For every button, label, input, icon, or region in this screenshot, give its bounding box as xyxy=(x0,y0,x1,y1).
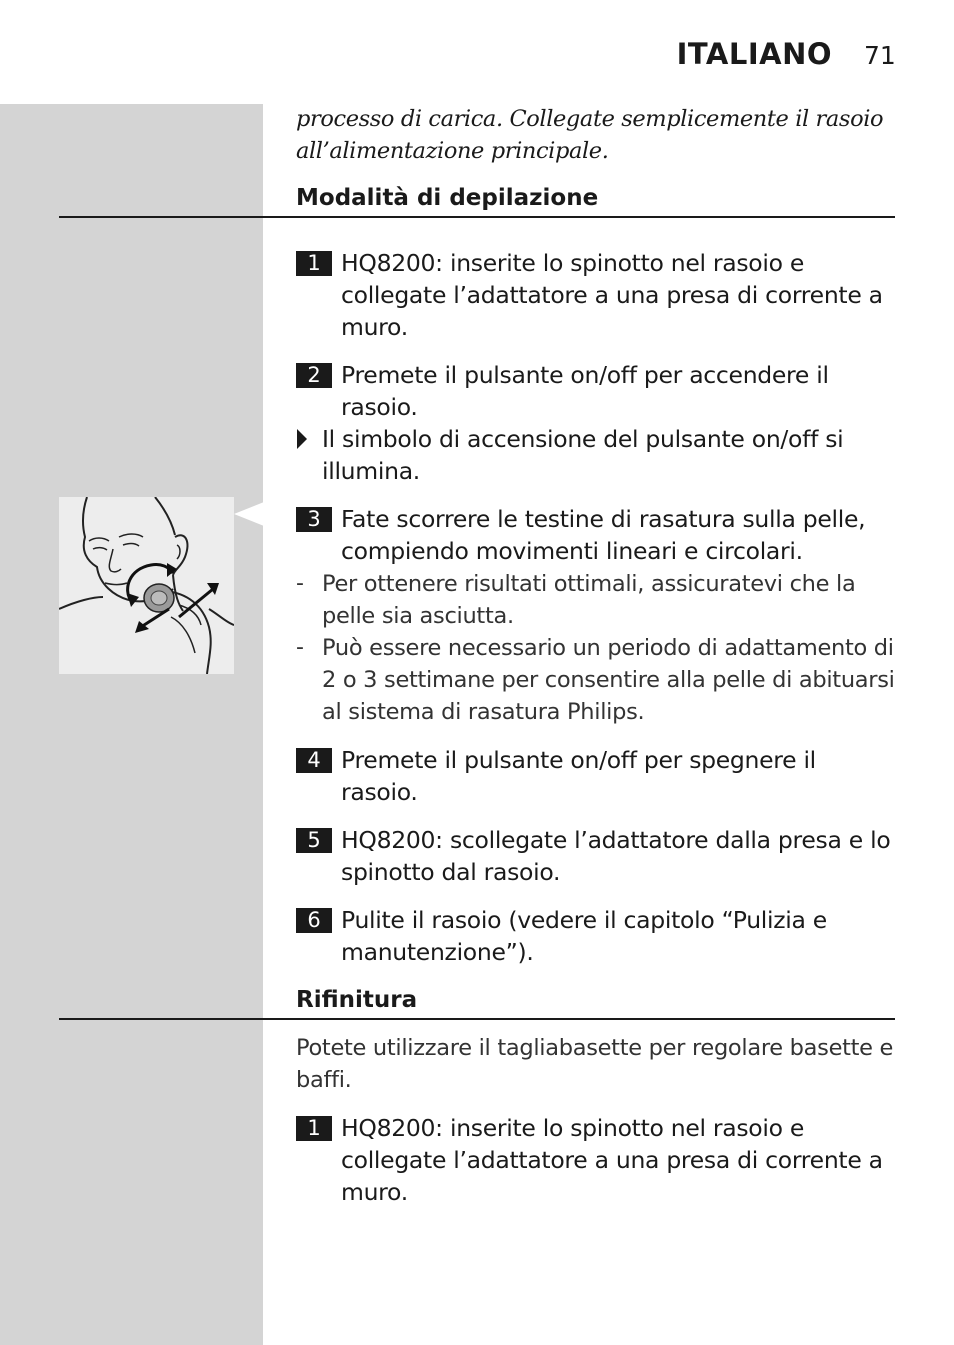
section-divider-shaving xyxy=(59,216,895,218)
section-title-trimming: Rifinitura xyxy=(296,987,418,1013)
dash-marker: - xyxy=(296,635,304,660)
intro-paragraph: processo di carica. Collegate semplicemente il rasoio all’alimentazione principale. xyxy=(296,106,884,164)
step-2 xyxy=(296,359,896,423)
step-text: HQ8200: scollegate l’adattatore dalla presa e lo spinotto dal rasoio. xyxy=(341,826,891,886)
language-header: ITALIANO xyxy=(676,37,832,71)
shaving-face-illustration xyxy=(59,497,234,674)
step-5 xyxy=(296,824,896,888)
trim-step-1 xyxy=(296,1112,896,1208)
step-text: Pulite il rasoio (vedere il capitolo “Pulizia e manutenzione”). xyxy=(341,906,827,966)
step-3 xyxy=(296,503,896,567)
step-number: 5 xyxy=(296,828,332,853)
step-number: 1 xyxy=(296,1116,332,1141)
step-4 xyxy=(296,744,896,808)
page-number: 71 xyxy=(864,41,896,70)
step-number: 1 xyxy=(296,251,332,276)
step-text: Premete il pulsante on/off per accendere il rasoio. xyxy=(341,361,829,421)
step-number: 4 xyxy=(296,748,332,773)
step-text: HQ8200: inserite lo spinotto nel rasoio e collegate l’adattatore a una presa di corrente a muro. xyxy=(341,249,883,341)
left-margin-column xyxy=(0,104,263,1345)
step-text: HQ8200: inserite lo spinotto nel rasoio e collegate l’adattatore a una presa di corrente a muro. xyxy=(341,1114,883,1206)
step-6 xyxy=(296,904,896,968)
section-title-shaving: Modalità di depilazione xyxy=(296,185,599,211)
step-text: Fate scorrere le testine di rasatura sulla pelle, compiendo movimenti lineari e circolari. xyxy=(341,505,866,565)
tip-text: Può essere necessario un periodo di adattamento di 2 o 3 settimane per consentire alla pelle di abituarsi al sistema di rasatura Philips. xyxy=(322,635,895,725)
trimming-intro: Potete utilizzare il tagliabasette per regolare basette e baffi. xyxy=(296,1035,894,1093)
tip-2 xyxy=(296,632,896,728)
result-text: Il simbolo di accensione del pulsante on/off si illumina. xyxy=(322,425,844,485)
tip-text: Per ottenere risultati ottimali, assicuratevi che la pelle sia asciutta. xyxy=(322,571,856,629)
step-number: 3 xyxy=(296,507,332,532)
step-text: Premete il pulsante on/off per spegnere il rasoio. xyxy=(341,746,816,806)
dash-marker: - xyxy=(296,571,304,596)
result-bullet xyxy=(296,423,896,487)
step-number: 2 xyxy=(296,363,332,388)
tip-1 xyxy=(296,568,896,632)
result-triangle-icon xyxy=(296,428,308,450)
step-number: 6 xyxy=(296,908,332,933)
section-divider-trimming xyxy=(59,1018,895,1020)
illustration-pointer-icon xyxy=(234,502,264,526)
step-1 xyxy=(296,247,896,343)
